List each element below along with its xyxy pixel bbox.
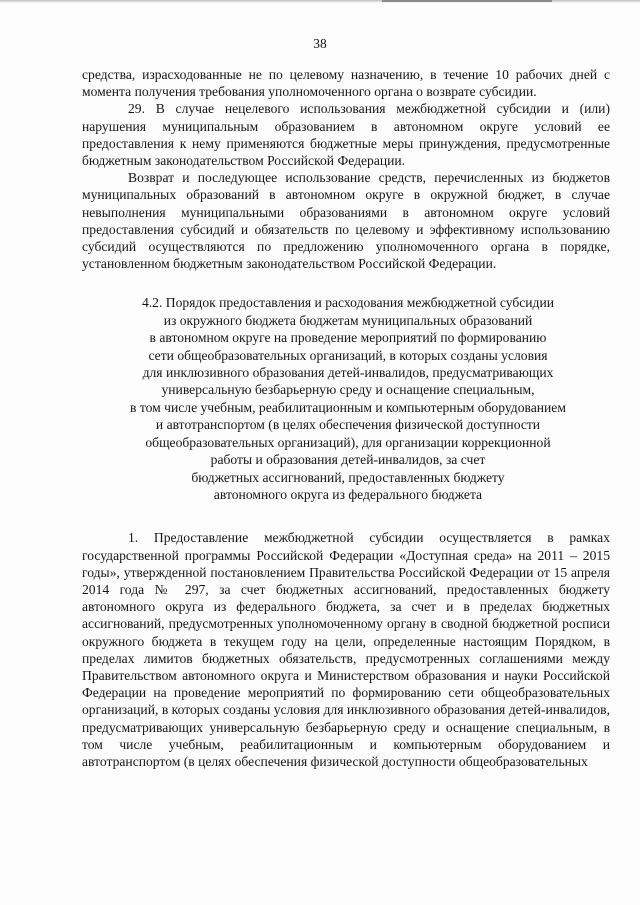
heading-line: сети общеобразовательных организаций, в которых созданы условия [148, 347, 548, 363]
paragraph-return-funds: Возврат и последующее использование средств, перечисленных из бюджетов муниципальных образований в автономном округе в окружной бюджет, в случае невыполнения муниципальными образованиями в автономном округе условий предоставления субсидий и обязательств по целевому и эффективному использованию субсидий осуществляются по предложению уполномоченного органа в порядке, установленном бюджетным законодательством Российской Федерации. [82, 170, 610, 272]
scan-artifact [382, 0, 552, 2]
heading-line: из окружного бюджета бюджетам муниципальных образований [163, 312, 533, 328]
paragraph-continuation: средства, израсходованные не по целевому назначению, в течение 10 рабочих дней с момента получения требования уполномоченного органа о возврате субсидии. [82, 67, 610, 100]
heading-line: универсальную безбарьерную среду и оснащение специальным, [161, 382, 535, 398]
heading-line: в том числе учебным, реабилитационным и компьютерным оборудованием [130, 399, 566, 415]
heading-line: бюджетных ассигнований, предоставленных бюджету [191, 469, 505, 485]
heading-line: общеобразовательных организаций), для организации коррекционной [145, 434, 551, 450]
heading-line: в автономном округе на проведение мероприятий по формированию [149, 330, 547, 346]
heading-line: 4.2. Порядок предоставления и расходования межбюджетной субсидии [141, 295, 555, 311]
heading-line: и автотранспортом (в целях обеспечения физической доступности [155, 417, 541, 433]
document-body [82, 66, 610, 770]
paragraph-29: 29. В случае нецелевого использования межбюджетной субсидии и (или) нарушения муниципальным образованием в автономном округе условий ее предоставления к нему применяются бюджетные меры принуждения, предусмотренные бюджетным законодательством Российской Федерации. [82, 101, 610, 169]
paragraph-1: 1. Предоставление межбюджетной субсидии осуществляется в рамках государственной программы Российской Федерации «Доступная среда» на 2011 – 2015 годы», утвержденной постановлением Правительства Российской Федерации от 15 апреля 2014 года № 297, за счет бюджетных ассигнований, предоставленных бюджету автономного округа из федерального бюджета, за счет и в пределах бюджетных ассигнований, предусмотренных уполномоченному органу в сводной бюджетной росписи окружного бюджета в текущем году на цели, определенные настоящим Порядком, в пределах лимитов бюджетных обязательств, предусмотренных соглашениями между Правительством автономного округа и Министерством образования и науки Российской Федерации на проведение мероприятий по формированию сети общеобразовательных организаций, в которых созданы условия для инклюзивного образования детей-инвалидов, предусматривающих универсальную безбарьерную среду и оснащение специальным, в том числе учебным, реабилитационным и компьютерным оборудованием и автотранспортом (в целях обеспечения физической доступности общеобразовательных [82, 530, 610, 769]
page-number: 38 [313, 36, 327, 51]
section-heading-4-2 [82, 294, 610, 503]
heading-line: работы и образования детей-инвалидов, за счет [210, 452, 486, 468]
heading-line: автономного округа из федерального бюджета [213, 486, 483, 502]
heading-line: для инклюзивного образования детей-инвалидов, предусматривающих [142, 365, 554, 381]
